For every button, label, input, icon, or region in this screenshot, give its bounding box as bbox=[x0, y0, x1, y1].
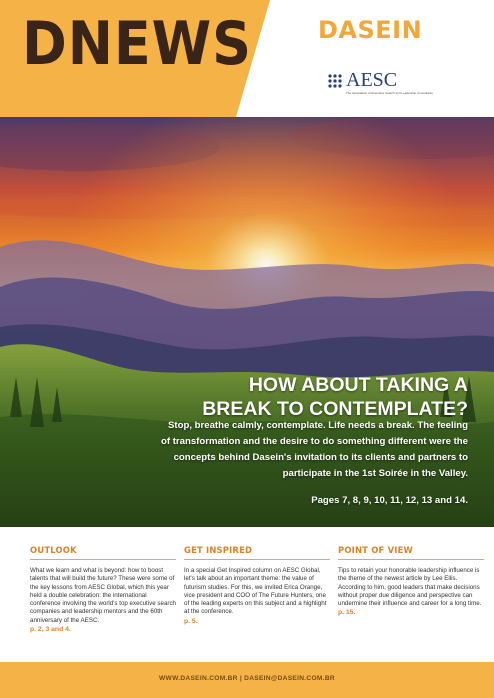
masthead bbox=[0, 0, 494, 117]
column-page-reference: p. 2, 3 and 4. bbox=[30, 626, 71, 634]
aesc-emblem-icon bbox=[326, 72, 344, 90]
cover-lede-line-2: of transformation and the desire to do something different were the bbox=[160, 436, 468, 447]
column-get-inspired bbox=[184, 545, 330, 625]
cover-headline bbox=[202, 373, 468, 421]
cover-headline-line-2: BREAK TO CONTEMPLATE? bbox=[202, 398, 468, 420]
column-heading: GET INSPIRED bbox=[184, 545, 253, 555]
publication-title: DNEWS bbox=[22, 9, 252, 79]
column-point-of-view bbox=[338, 545, 484, 616]
aesc-tagline: The Association of Executive Search and Leadership Consultants bbox=[346, 91, 433, 95]
cover-lede-line-4: participate in the 1st Soirée in the Valley. bbox=[282, 468, 468, 479]
column-page-reference: p. 15. bbox=[338, 609, 356, 617]
column-divider bbox=[184, 559, 330, 560]
dasein-logo: DASEIN bbox=[318, 16, 423, 44]
aesc-wordmark: AESC bbox=[346, 69, 398, 91]
cover-lede-line-1: Stop, breathe calmly, contemplate. Life needs a break. The feeling bbox=[168, 420, 468, 431]
column-page-reference: p. 5. bbox=[184, 617, 198, 625]
column-divider bbox=[30, 559, 176, 560]
column-heading: POINT OF VIEW bbox=[338, 545, 413, 555]
footer-contact[interactable]: WWW.DASEIN.COM.BR | DASEIN@DASEIN.COM.BR bbox=[159, 675, 335, 682]
cover-hero bbox=[0, 117, 494, 527]
footer-bar bbox=[0, 662, 494, 698]
column-heading: OUTLOOK bbox=[30, 545, 77, 555]
column-body: What we learn and what is beyond: how to boost talents that will build the future? These were some of the key lessons from AESC Global, which this year held a double celebration: the international conference involving the world's top executive search companies and leadership mentors and the 60th anniversary of the AESC. bbox=[30, 567, 176, 624]
column-body: In a special Get Inspired column on AESC Global, let's talk about an important theme: the value of futurism studies. For this, we invited Erica Orange, vice president and COO of The Future Hunters, one of the leading experts on this subject and a highlight at the conference. bbox=[184, 567, 327, 616]
column-outlook bbox=[30, 545, 176, 633]
column-body: Tips to retain your honorable leadership influence is the theme of the newest article by Lee Ellis. According to him, good leaders that make decisions without proper due diligence and perspective can undermine their influence and career for a long time. bbox=[338, 567, 482, 608]
cover-lede bbox=[108, 418, 468, 482]
teaser-columns bbox=[0, 527, 494, 657]
aesc-logo bbox=[326, 70, 446, 104]
column-divider bbox=[338, 559, 484, 560]
cover-lede-line-3: concepts behind Dasein's invitation to its clients and partners to bbox=[173, 452, 468, 463]
cover-page-reference: Pages 7, 8, 9, 10, 11, 12, 13 and 14. bbox=[311, 495, 468, 506]
cover-headline-line-1: HOW ABOUT TAKING A bbox=[248, 374, 468, 396]
